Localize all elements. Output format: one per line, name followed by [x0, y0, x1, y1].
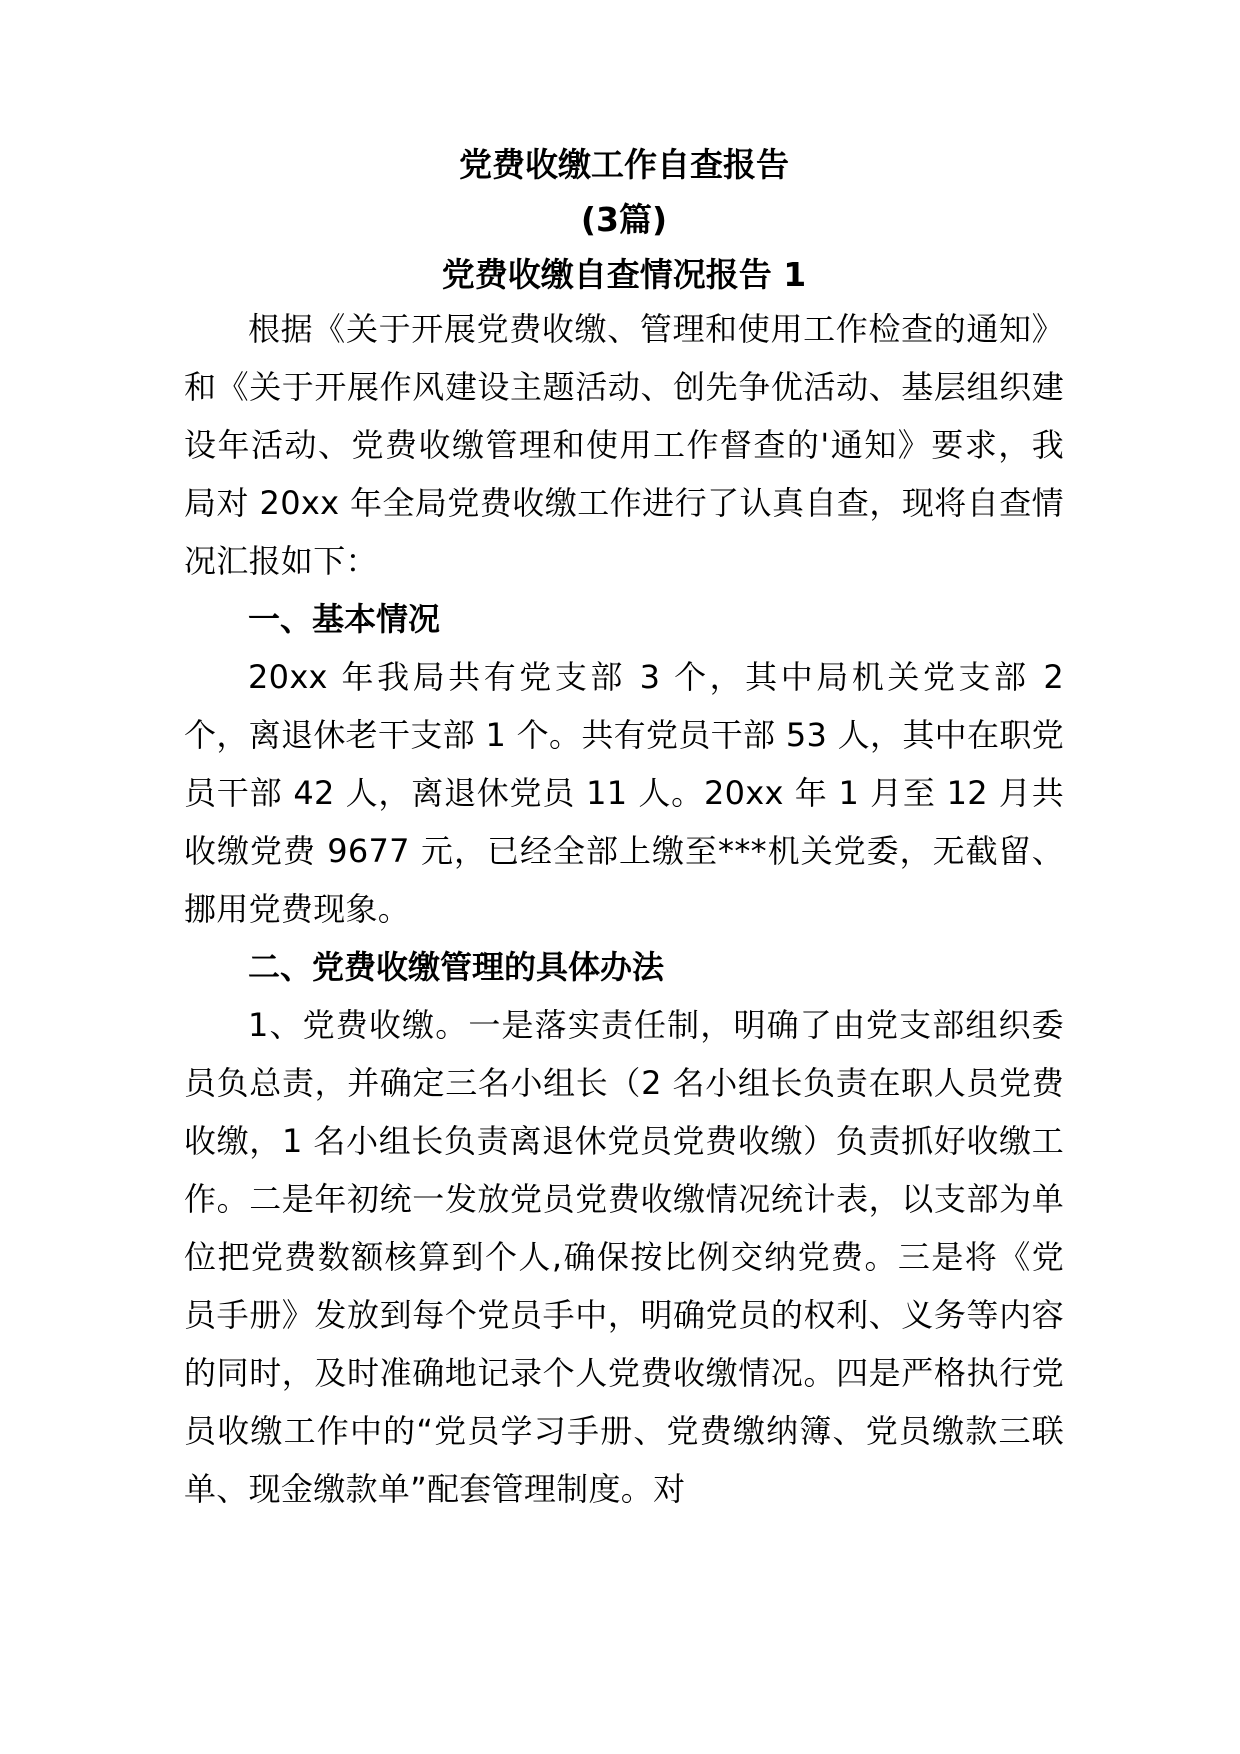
basic-situation-paragraph: 20xx 年我局共有党支部 3 个，其中局机关党支部 2 个，离退休老干支部 1 个。共有党员干部 53 人，其中在职党员干部 42 人，离退休党员 11 人。20xx 年 1 月至 12 月共收缴党费 9677 元，已经全部上缴至***机关党委，无截留、挪用党费现象。	[184, 658, 1064, 928]
heading-specific-methods: 二、党费收缴管理的具体办法	[248, 948, 665, 986]
heading-basic-situation: 一、基本情况	[248, 600, 441, 638]
document-title: 党费收缴工作自查报告	[459, 145, 789, 184]
document-body	[184, 140, 1064, 1518]
document-subtitle: (3篇)	[580, 200, 668, 239]
intro-paragraph: 根据《关于开展党费收缴、管理和使用工作检查的通知》和《关于开展作风建设主题活动、创先争优活动、基层组织建设年活动、党费收缴管理和使用工作督查的'通知》要求，我局对 20xx 年全局党费收缴工作进行了认真自查，现将自查情况汇报如下：	[184, 310, 1064, 580]
method-paragraph: 1、党费收缴。一是落实责任制，明确了由党支部组织委员负总责，并确定三名小组长（2 名小组长负责在职人员党费收缴，1 名小组长负责离退休党员党费收缴）负责抓好收缴工作。二是年初统一发放党员党费收缴情况统计表，以支部为单位把党费数额核算到个人,确保按比例交纳党费。三是将《党员手册》发放到每个党员手中，明确党员的权利、义务等内容的同时，及时准确地记录个人党费收缴情况。四是严格执行党员收缴工作中的“党员学习手册、党费缴纳簿、党员缴款三联单、现金缴款单”配套管理制度。对	[184, 1006, 1064, 1508]
section-title: 党费收缴自查情况报告 1	[441, 255, 807, 294]
